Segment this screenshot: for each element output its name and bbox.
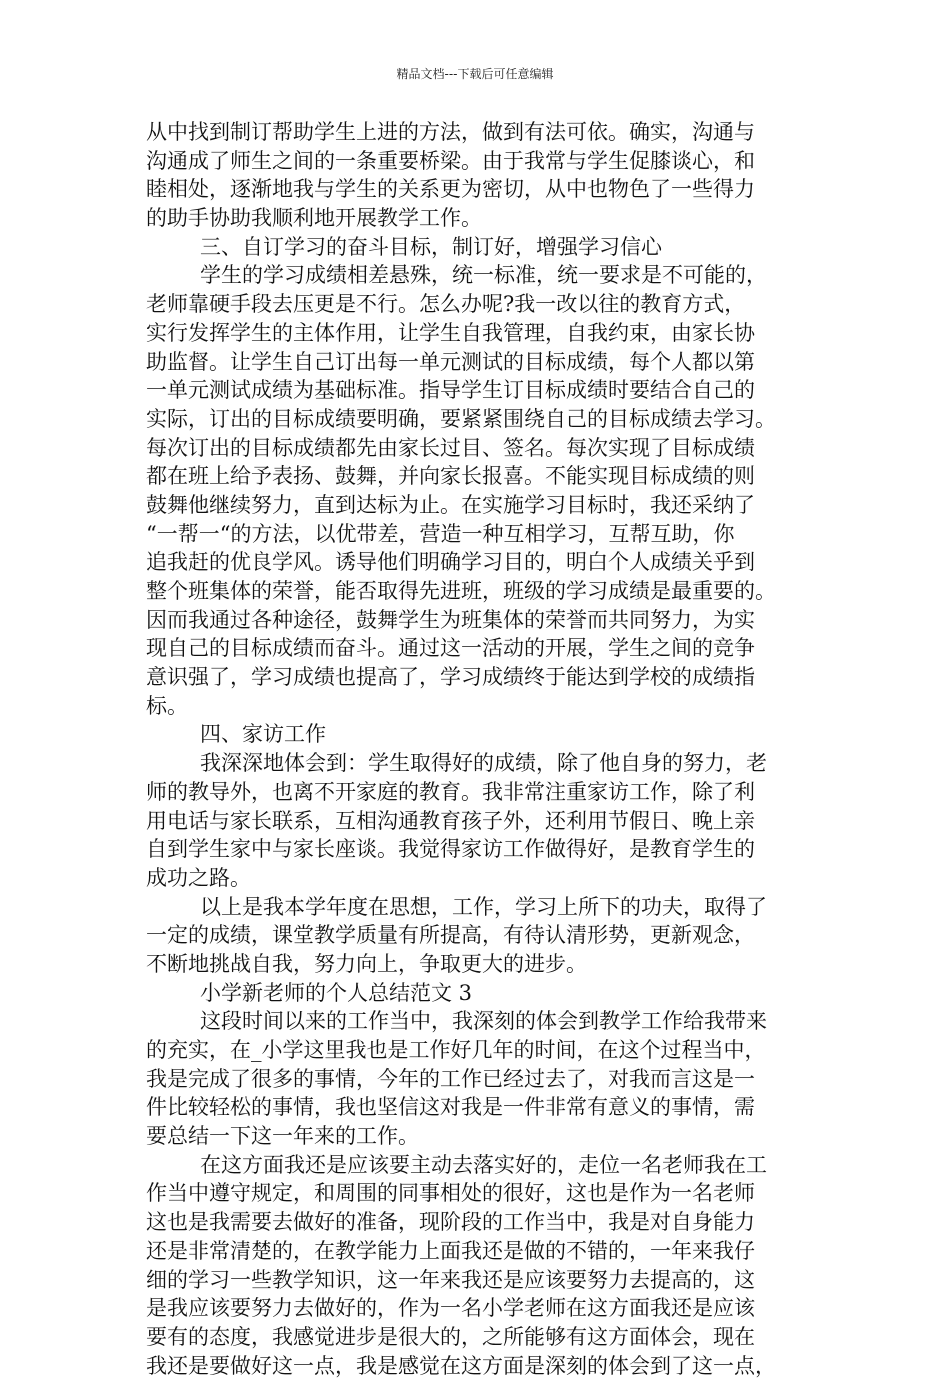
text-line: 还是非常清楚的，在教学能力上面我还是做的不错的，一年来我仔 [146, 1238, 755, 1263]
text-line: 作当中遵守规定，和周围的同事相处的很好，这也是作为一名老师 [146, 1181, 755, 1206]
text-line: 我深深地体会到：学生取得好的成绩，除了他自身的努力，老 [200, 751, 767, 776]
text-line: 成功之路。 [146, 865, 251, 890]
text-line: 每次订出的目标成绩都先由家长过目、签名。每次实现了目标成绩 [146, 435, 755, 460]
text-line: 以上是我本学年度在思想，工作，学习上所下的功夫，取得了 [200, 894, 767, 919]
text-line: 在这方面我还是应该要主动去落实好的，走位一名老师我在工 [200, 1152, 767, 1177]
text-line: 实际，订出的目标成绩要明确，要紧紧围绕自己的目标成绩去学习。 [146, 406, 776, 431]
text-line: 师的教导外，也离不开家庭的教育。我非常注重家访工作，除了利 [146, 779, 755, 804]
text-line: 的助手协助我顺利地开展教学工作。 [146, 206, 482, 231]
text-line: 要有的态度，我感觉进步是很大的，之所能够有这方面体会，现在 [146, 1324, 755, 1349]
text-line: 一定的成绩，课堂教学质量有所提高，有待认清形势，更新观念， [146, 923, 755, 948]
page-header: 精品文档---下载后可任意编辑 [396, 67, 554, 81]
text-line: 老师靠硬手段去压更是不行。怎么办呢?我一改以往的教育方式， [146, 292, 746, 317]
text-line: 现自己的目标成绩而奋斗。通过这一活动的开展，学生之间的竞争 [146, 636, 755, 661]
text-line: 鼓舞他继续努力，直到达标为止。在实施学习目标时，我还采纳了 [146, 492, 755, 517]
text-line: 要总结一下这一年来的工作。 [146, 1124, 419, 1149]
text-line: 是我应该要努力去做好的，作为一名小学老师在这方面我还是应该 [146, 1296, 755, 1321]
text-line: 我是完成了很多的事情，今年的工作已经过去了，对我而言这是一 [146, 1066, 755, 1091]
text-line: 意识强了，学习成绩也提高了，学习成绩终于能达到学校的成绩指 [146, 665, 755, 690]
text-line: 用电话与家长联系，互相沟通教育孩子外，还利用节假日、晚上亲 [146, 808, 755, 833]
text-line: 睦相处，逐渐地我与学生的关系更为密切，从中也物色了一些得力 [146, 177, 755, 202]
text-line: 小学新老师的个人总结范文 3 [200, 980, 473, 1005]
text-line: 件比较轻松的事情，我也坚信这对我是一件非常有意义的事情，需 [146, 1095, 755, 1120]
text-line: “一帮一“的方法，以优带差，营造一种互相学习，互帮互助，你 [146, 521, 735, 546]
text-line: 实行发挥学生的主体作用，让学生自我管理，自我约束，由家长协 [146, 320, 755, 345]
text-line: 追我赶的优良学风。诱导他们明确学习目的，明白个人成绩关乎到 [146, 550, 755, 575]
document-body [146, 118, 826, 1380]
text-line: 因而我通过各种途径，鼓舞学生为班集体的荣誉而共同努力，为实 [146, 607, 755, 632]
text-line: 不断地挑战自我，努力向上，争取更大的进步。 [146, 951, 587, 976]
text-line: 这段时间以来的工作当中，我深刻的体会到教学工作给我带来 [200, 1009, 767, 1034]
text-line: 细的学习一些教学知识，这一年来我还是应该要努力去提高的，这 [146, 1267, 755, 1292]
text-line: 沟通成了师生之间的一条重要桥梁。由于我常与学生促膝谈心，和 [146, 148, 755, 173]
text-line: 从中找到制订帮助学生上进的方法，做到有法可依。确实，沟通与 [146, 120, 755, 144]
text-line: 四、家访工作 [200, 722, 326, 747]
text-line: 的充实，在_小学这里我也是工作好几年的时间，在这个过程当中， [146, 1038, 766, 1062]
text-line: 整个班集体的荣誉，能否取得先进班，班级的学习成绩是最重要的。 [146, 579, 776, 603]
text-line: 学生的学习成绩相差悬殊，统一标准，统一要求是不可能的， [200, 263, 767, 288]
text-line: 三、自订学习的奋斗目标，制订好，增强学习信心 [200, 234, 662, 259]
text-line: 都在班上给予表扬、鼓舞，并向家长报喜。不能实现目标成绩的则 [146, 464, 755, 489]
text-line: 我还是要做好这一点，我是感觉在这方面是深刻的体会到了这一点， [146, 1353, 776, 1378]
text-line: 标。 [146, 693, 188, 718]
text-line: 自到学生家中与家长座谈。我觉得家访工作做得好，是教育学生的 [146, 837, 755, 862]
text-line: 一单元测试成绩为基础标准。指导学生订目标成绩时要结合自己的 [146, 378, 755, 403]
text-line: 这也是我需要去做好的准备，现阶段的工作当中，我是对自身能力 [146, 1210, 755, 1235]
text-line: 助监督。让学生自己订出每一单元测试的目标成绩，每个人都以第 [146, 349, 755, 374]
